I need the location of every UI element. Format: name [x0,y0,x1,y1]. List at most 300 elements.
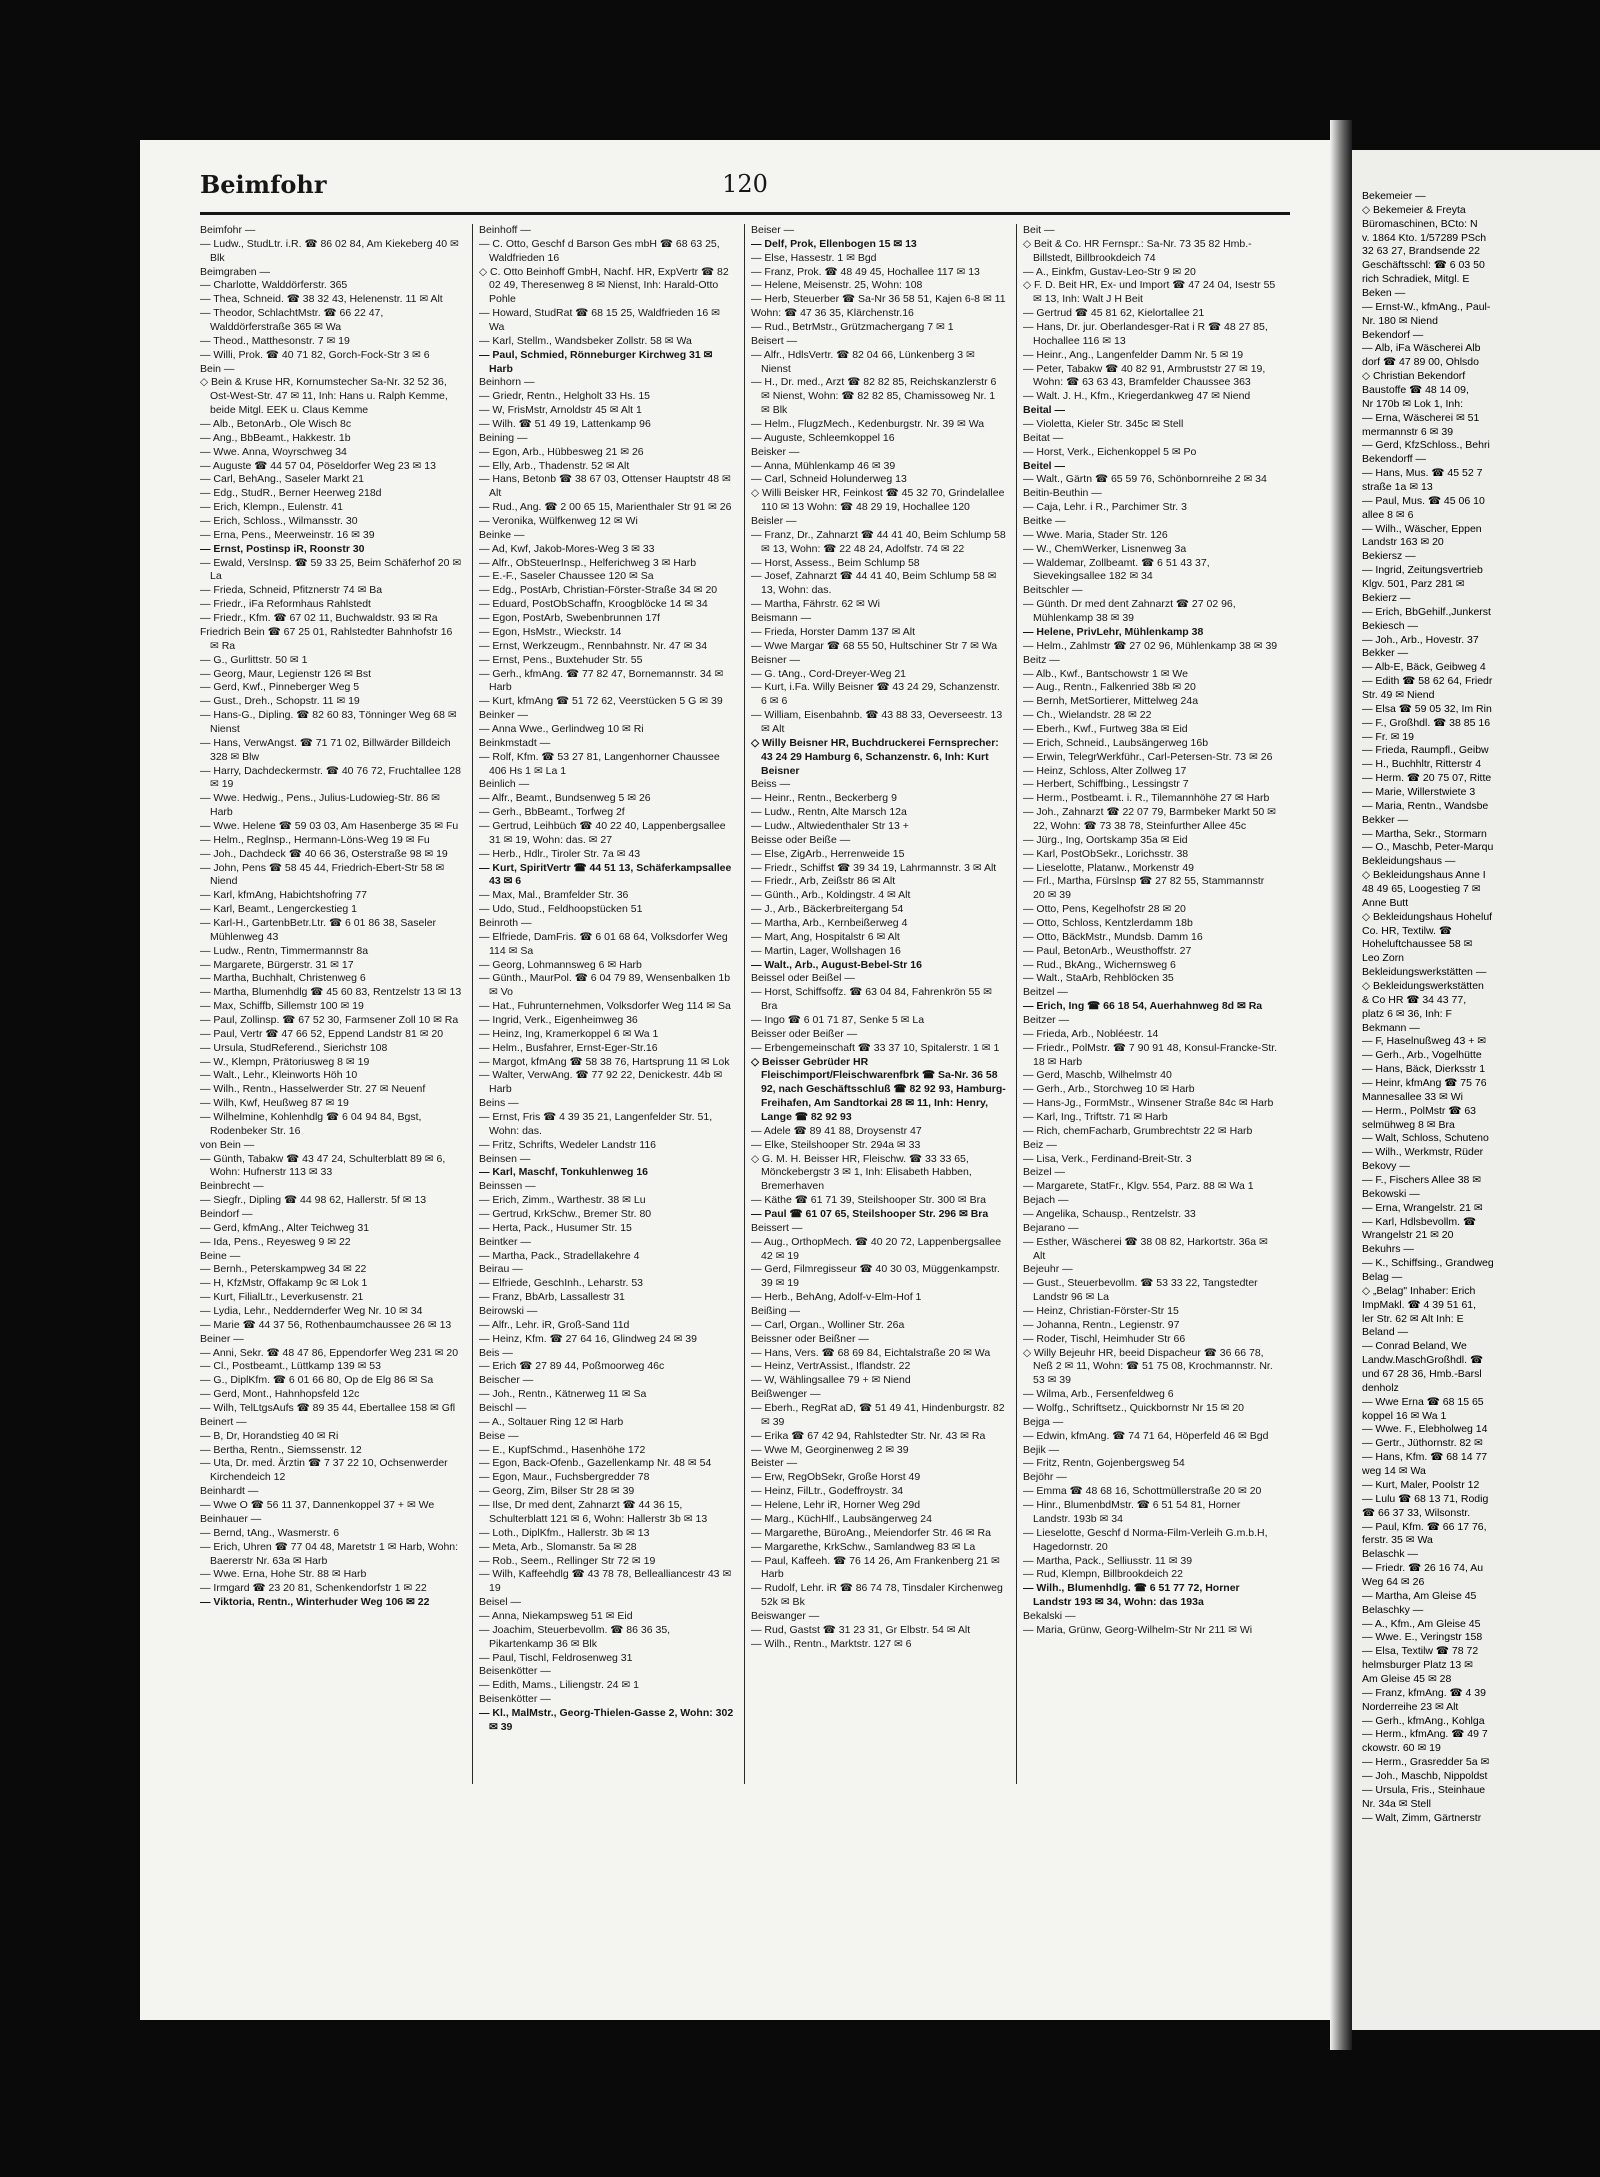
adjacent-page-line: helmsburger Platz 13 ✉ [1362,1659,1473,1672]
adjacent-page-line: — Elsa ☎ 59 05 32, Im Rin [1362,702,1492,715]
adjacent-page-line: — Karl, Hdlsbevollm. ☎ [1362,1215,1477,1228]
directory-entry: — Wilma, Arb., Fersenfeldweg 6 [1023,1388,1174,1401]
directory-entry: — Paul, Tischl, Feldrosenweg 31 [479,1651,633,1664]
directory-entry: — Heinz, Schloss, Alter Zollweg 17 [1023,764,1187,777]
directory-entry: Beise — [479,1429,519,1442]
directory-entry: Beitke — [1023,515,1066,528]
directory-entry: Beismann — [751,612,812,625]
directory-entry: Beisser oder Beißer — [751,1027,858,1040]
adjacent-page-line: — Wilh., Wäscher, Eppen [1362,522,1482,535]
directory-entry: — Martha, Blumenhdlg ☎ 45 60 83, Rentzelstr 13 ✉ 13 [200,986,462,999]
directory-entry: — Heinz, Ing, Kramerkoppel 6 ✉ Wa 1 [479,1027,659,1040]
directory-entry: — Helene, Meisenstr. 25, Wohn: 108 [751,279,923,292]
directory-entry: — Thea, Schneid. ☎ 38 32 43, Helenenstr. 11 ✉ Alt [200,293,443,306]
directory-entry: — Hans-G., Dipling. ☎ 82 60 83, Tönninger Weg 68 ✉ Nienst [200,709,457,735]
directory-entry: ◇ C. Otto Beinhoff GmbH, Nachf. HR, ExpVertr ☎ 82 02 49, Theresenweg 8 ✉ Nienst, Inh: Harald-Otto Pohle [479,265,729,306]
directory-entry: — Jürg., Ing, Oortskamp 35a ✉ Eid [1023,833,1188,846]
adjacent-page-line: ☎ 66 37 33, Wilsonstr. [1362,1506,1471,1519]
directory-entry: — Otto, Schloss, Kentzlerdamm 18b [1023,916,1193,929]
directory-entry: Beisenkötter — [479,1665,551,1678]
running-head: Beimfohr [200,170,327,199]
directory-entry: — Paul, BetonArb., Weusthoffstr. 27 [1023,944,1192,957]
adjacent-page-line: — Conrad Beland, We [1362,1340,1467,1353]
directory-entry: Beinhorn — [479,376,535,389]
directory-entry: — Caja, Lehr. i R., Parchimer Str. 3 [1023,501,1187,514]
directory-entry: — Helene, Lehr iR, Horner Weg 29d [751,1499,921,1512]
adjacent-page-line: Anne Butt [1362,896,1409,909]
directory-entry: Beinert — [200,1415,247,1428]
directory-entry: — Frl., Martha, Fürslnsp ☎ 27 82 55, Stammannstr 20 ✉ 39 [1023,875,1265,902]
directory-entry: Beischer — [479,1374,534,1387]
adjacent-page-line: — Martha, Sekr., Stormarn [1362,827,1487,840]
directory-entry: — Elfriede, GeschInh., Leharstr. 53 [479,1277,644,1290]
directory-entry: — Auguste ☎ 44 57 04, Pöseldorfer Weg 23 ✉ 13 [200,459,436,472]
directory-entry: — Uta, Dr. med. Ärztin ☎ 7 37 22 10, Ochsenwerder Kirchendeich 12 [200,1457,448,1484]
adjacent-page-line: — Hans, Mus. ☎ 45 52 7 [1362,467,1483,480]
directory-entry: Beissert — [751,1221,803,1234]
directory-entry: — Bertha, Rentn., Siemssenstr. 12 [200,1443,362,1456]
directory-entry: — Hinr., BlumenbdMstr. ☎ 6 51 54 81, Horner Landstr. 193b ✉ 34 [1023,1499,1241,1525]
directory-entry: — Friedr., Kfm. ☎ 67 02 11, Buchwaldstr. 93 ✉ Ra [200,612,438,625]
directory-entry: — Adele ☎ 89 41 88, Droysenstr 47 [751,1124,922,1137]
adjacent-page-line: koppel 16 ✉ Wa 1 [1362,1409,1447,1422]
directory-entry: — Viktoria, Rentn., Winterhuder Weg 106 ✉ 22 [200,1596,430,1609]
directory-entry: — Erich, Schneid., Laubsängerweg 16b [1023,736,1209,749]
adjacent-page-line: — Lulu ☎ 68 13 71, Rodig [1362,1492,1489,1505]
directory-entry: — Karl-H., GartenbBetr.Ltr. ☎ 6 01 86 38, Saseler Mühlenweg 43 [200,916,437,943]
adjacent-page-line: Wrangelstr 21 ✉ 20 [1362,1229,1454,1242]
directory-entry: — Meta, Arb., Slomanstr. 5a ✉ 28 [479,1540,637,1553]
directory-entry: — Erw, RegObSekr, Große Horst 49 [751,1471,921,1484]
directory-entry: — Egon, Arb., Hübbesweg 21 ✉ 26 [479,445,644,458]
directory-entry: — Paul, Kaffeeh. ☎ 76 14 26, Am Frankenberg 21 ✉ Harb [751,1554,1000,1581]
adjacent-page-line: Nr. 180 ✉ Niend [1362,314,1438,327]
directory-entry: Beizel — [1023,1166,1066,1179]
directory-entry: — Joh., Zahnarzt ☎ 22 07 79, Barmbeker Markt 50 ✉ 22, Wohn: ☎ 73 38 78, Steinfurther Allee 45c [1023,806,1276,832]
directory-entry: — Franz, Dr., Zahnarzt ☎ 44 41 40, Beim Schlump 58 ✉ 13, Wohn: ☎ 22 48 24, Adolfstr. 74 ✉ 22 [751,528,1006,555]
adjacent-page-line: Bekierz — [1362,591,1411,604]
adjacent-page-line: v. 1864 Kto. 1/57289 PSch [1362,231,1487,244]
directory-entry: — Erich ☎ 27 89 44, Poßmoorweg 46c [479,1360,665,1373]
directory-entry: Beiz — [1023,1138,1057,1151]
directory-entry: — Ursula, StudReferend., Sierichstr 108 [200,1041,388,1054]
directory-entry: Beischl — [479,1402,527,1415]
directory-entry: Beital — [1023,404,1066,417]
directory-entry: Bejga — [1023,1415,1064,1428]
directory-entry: Bein — [200,362,235,375]
directory-entry: ◇ Beisser Gebrüder HR Fleischimport/Fleischwarenfbrk ☎ Sa-Nr. 36 58 92, nach Geschäftsschluß ☎ 82 92 93, Hamburg-Freihafen, Am Sandtorkai 28 ✉ 11, Inh: Henry, Lange ☎ 82 92 93 [751,1055,1006,1123]
directory-entry: — G., Gurlittstr. 50 ✉ 1 [200,653,308,666]
directory-entry: — Wwe. Maria, Stader Str. 126 [1023,528,1168,541]
directory-entry: Beissel oder Beißel — [751,972,855,985]
directory-entry: — Frieda, Schneid, Pfitznerstr 74 ✉ Ba [200,584,383,597]
directory-entry: — Wwe Margar ☎ 68 55 50, Hultschiner Str 7 ✉ Wa [751,639,998,652]
directory-entry: — Wwe. Erna, Hohe Str. 88 ✉ Harb [200,1568,367,1581]
directory-entry: — Walt. J. H., Kfm., Kriegerdankweg 47 ✉ Niend [1023,390,1251,403]
adjacent-page-line: — Alb, iFa Wäscherei Alb [1362,342,1481,355]
directory-entry: Beisse oder Beiße — [751,833,851,846]
adjacent-page-line: Bekleidungshaus — [1362,855,1456,868]
directory-entry: — Herb, Steuerber ☎ Sa-Nr 36 58 51, Kajen 6-8 ✉ 11 [751,293,1006,306]
directory-entry: — Rud., Ang. ☎ 2 00 65 15, Marienthaler Str 91 ✉ 26 [479,501,732,514]
directory-entry: — Paul, Vertr ☎ 47 66 52, Eppend Landstr 81 ✉ 20 [200,1027,444,1040]
directory-entry: — Carl, Organ., Wolliner Str. 26a [751,1318,905,1331]
directory-entry: — Rich, chemFacharb, Grumbrechtstr 22 ✉ Harb [1023,1124,1253,1137]
adjacent-page-line: Belag — [1362,1271,1403,1284]
adjacent-page-line: — Martha, Am Gleise 45 [1362,1589,1477,1602]
directory-entry: — Herb., Hdlr., Tiroler Str. 7a ✉ 43 [479,847,641,860]
directory-entry: — C. Otto, Geschf d Barson Ges mbH ☎ 68 63 25, Waldfrieden 16 [479,237,720,264]
directory-entry: — Ch., Wielandstr. 28 ✉ 22 [1023,709,1152,722]
directory-entry: — Charlotte, Walddörferstr. 365 [200,279,348,292]
directory-entry: — Hans, Dr. jur. Oberlandesger-Rat i R ☎ 48 27 85, Hochallee 116 ✉ 13 [1023,321,1268,347]
adjacent-page-line: — Gertr., Jüthornstr. 82 ✉ [1362,1437,1483,1450]
directory-entry: Beirowski — [479,1305,538,1318]
directory-entry: — Martha, Pack., Selliusstr. 11 ✉ 39 [1023,1554,1193,1567]
directory-entry: Beinhoff — [479,224,531,236]
adjacent-page-line: — O., Maschb, Peter-Marqu [1362,841,1494,854]
directory-entry: — Anna, Niekampsweg 51 ✉ Eid [479,1609,633,1622]
directory-entry: Bejarano — [1023,1221,1079,1234]
header-rule [200,212,1290,215]
directory-entry: Beinkmstadt — [479,736,551,749]
directory-entry: — Lydia, Lehr., Neddernderfer Weg Nr. 10 ✉ 34 [200,1305,423,1318]
adjacent-page-line: Bekowski — [1362,1187,1420,1200]
directory-entry: — Alfr., Beamt., Bundsenweg 5 ✉ 26 [479,792,651,805]
directory-entry: — Else, ZigArb., Herrenweide 15 [751,847,905,860]
directory-entry: — Peter, Tabakw ☎ 40 82 91, Armbruststr 27 ✉ 19, Wohn: ☎ 63 63 43, Bramfelder Chaussee 363 [1023,362,1266,389]
directory-entry: — Otto, BäckMstr., Mundsb. Damm 16 [1023,930,1203,943]
directory-entry: — Edg., StudR., Berner Heerweg 218d [200,487,382,500]
directory-entry: Beinhauer — [200,1512,262,1525]
adjacent-page-line: — Joh., Maschb, Nippoldst [1362,1769,1488,1782]
directory-entry: Beisner — [751,653,801,666]
directory-entry: — Maria, Grünw, Georg-Wilhelm-Str Nr 211 ✉ Wi [1023,1623,1253,1636]
adjacent-page-line: ◇ Bekleidungswerkstätten [1362,979,1484,992]
directory-entry: — Ludw., Altwiedenthaler Str 13 + [751,819,909,832]
directory-entry: — Emma ☎ 48 68 16, Schottmüllerstraße 20 ✉ 20 [1023,1485,1262,1498]
directory-entry: — J., Arb., Bäckerbreitergang 54 [751,903,904,916]
directory-entry: — Helm., Zahlmstr ☎ 27 02 96, Mühlenkamp 38 ✉ 39 [1023,639,1278,652]
directory-entry: — Horst, Schiffsoffz. ☎ 63 04 84, Fahrenkrön 55 ✉ Bra [751,986,992,1013]
directory-entry: Beinlich — [479,778,530,791]
directory-entry: — Waldemar, Zollbeamt. ☎ 6 51 43 37, Sievekingsallee 182 ✉ 34 [1023,556,1210,583]
directory-entry: ◇ Willi Beisker HR, Feinkost ☎ 45 32 70, Grindelallee 110 ✉ 13 Wohn: ☎ 48 29 19, Hochallee 120 [751,487,1005,514]
directory-entry: — Angelika, Schausp., Rentzelstr. 33 [1023,1208,1196,1221]
directory-entry: — Hans, Vers. ☎ 68 69 84, Eichtalstraße 20 ✉ Wa [751,1346,991,1359]
directory-entry: — Erika ☎ 67 42 94, Rahlstedter Str. Nr. 43 ✉ Ra [751,1429,986,1442]
directory-entry: — Ang., BbBeamt., Hakkestr. 1b [200,431,351,444]
directory-page [140,140,1340,2020]
directory-entry: — Marie ☎ 44 37 56, Rothenbaumchaussee 26 ✉ 13 [200,1318,452,1331]
directory-entry: — Wolfg., Schriftsetz., Quickbornstr Nr 15 ✉ 20 [1023,1402,1245,1415]
directory-entry: Beitz — [1023,653,1060,666]
adjacent-page-line: Co. HR, Textilw. ☎ [1362,924,1452,937]
directory-entry: — Wilh, Kaffeehdlg ☎ 43 78 78, Bellealliancestr 43 ✉ 19 [479,1568,732,1595]
directory-entry: Beimgraben — [200,265,271,278]
directory-entry: — Elke, Steilshooper Str. 294a ✉ 33 [751,1138,921,1151]
adjacent-page-line: ◇ Christian Bekendorf [1362,370,1466,383]
directory-entry: Beisler — [751,515,797,528]
adjacent-page-line: ler Str. 62 ✉ Alt Inh: E [1362,1312,1464,1325]
directory-entry: — Martha, Arb., Kernbeißerweg 4 [751,916,908,929]
adjacent-page-line: Bekuhrs — [1362,1243,1414,1256]
directory-entry: — Max, Schiffb, Sillemstr 100 ✉ 19 [200,1000,364,1013]
adjacent-page-line: Bekleidungswerkstätten — [1362,966,1487,979]
directory-entry: Bejik — [1023,1443,1060,1456]
adjacent-page-line: platz 6 ✉ 36, Inh: F [1362,1007,1452,1020]
directory-entry: — Wwe. Helene ☎ 59 03 03, Am Hasenberge 35 ✉ Fu [200,819,459,832]
directory-entry: — Veronika, Wülfkenweg 12 ✉ Wi [479,515,638,528]
adjacent-page-line: — Erna, Wäscherei ✉ 51 [1362,411,1480,424]
adjacent-page-line: 48 49 65, Loogestieg 7 ✉ [1362,882,1481,895]
adjacent-page-line: Landstr 163 ✉ 20 [1362,536,1444,549]
directory-entry: — Egon, PostArb, Swebenbrunnen 17f [479,612,660,625]
directory-entry: — Theod., Matthesonstr. 7 ✉ 19 [200,334,350,347]
adjacent-page-line: allee 8 ✉ 6 [1362,508,1414,521]
adjacent-page-line: Leo Zorn [1362,952,1405,965]
directory-entry: — Karl, Maschf, Tonkuhlenweg 16 [479,1166,649,1179]
directory-entry: — Heinz, Kfm. ☎ 27 64 16, Glindweg 24 ✉ 39 [479,1332,697,1345]
adjacent-page-line: weg 14 ✉ Wa [1362,1465,1426,1478]
directory-entry: — Griedr, Rentn., Helgholt 33 Hs. 15 [479,390,650,403]
directory-entry: — Loth., DiplKfm., Hallerstr. 3b ✉ 13 [479,1526,650,1539]
directory-entry: ◇ Beit & Co. HR Fernspr.: Sa-Nr. 73 35 82 Hmb.-Billstedt, Billbrookdeich 74 [1023,237,1252,264]
adjacent-page-line: denholz [1362,1381,1399,1394]
directory-entry: — Howard, StudRat ☎ 68 15 25, Waldfrieden 16 ✉ Wa [479,307,720,334]
adjacent-page-line: Bekiesch — [1362,619,1419,632]
directory-entry: — Wilh., Rentn., Hasselwerder Str. 27 ✉ Neuenf [200,1083,426,1096]
directory-entry: Beisert — [751,334,798,347]
adjacent-page-line: ◇ Bekleidungshaus Hoheluf [1362,910,1493,923]
directory-entry: — Gertrud, Leihbüch ☎ 40 22 40, Lappenbergsallee 31 ✉ 19, Wohn: das. ✉ 27 [479,819,726,846]
directory-entry: — Lieselotte, Geschf d Norma-Film-Verleih G.m.b.H, Hagedornstr. 20 [1023,1526,1268,1553]
directory-entry: Beisenkötter — [479,1693,551,1706]
adjacent-page-line: — Gerd, KfzSchloss., Behri [1362,439,1490,452]
adjacent-page-line: — Joh., Arb., Hovestr. 37 [1362,633,1479,646]
adjacent-page-line: — Gerh., kfmAng., Kohlga [1362,1714,1485,1727]
directory-entry: Beinker — [479,709,529,722]
directory-entry: — Harry, Dachdeckermstr. ☎ 40 76 72, Fruchtallee 128 ✉ 19 [200,764,461,791]
directory-entry: Beinhardt — [200,1485,259,1498]
directory-entry: — Heinz, VertrAssist., Iflandstr. 22 [751,1360,911,1373]
directory-entry: — Paul, Zollinsp. ☎ 67 52 30, Farmsener Zoll 10 ✉ Ra [200,1013,459,1026]
directory-entry: — Helm., FlugzMech., Kedenburgstr. Nr. 39 ✉ Wa [751,418,985,431]
adjacent-page-line: — H., Buchhltr, Ritterstr 4 [1362,758,1482,771]
directory-entry: — W, FrisMstr, Arnoldstr 45 ✉ Alt 1 [479,404,642,417]
adjacent-page-line: — Ingrid, Zeitungsvertrieb [1362,564,1483,577]
directory-entry: — Margarethe, BüroAng., Meiendorfer Str. 46 ✉ Ra [751,1526,991,1539]
directory-entry: — Joachim, Steuerbevollm. ☎ 86 36 35, Pikartenkamp 36 ✉ Blk [479,1623,671,1650]
adjacent-page-line: Str. 49 ✉ Niend [1362,688,1435,701]
directory-entry: — E.-F., Saseler Chaussee 120 ✉ Sa [479,570,654,583]
directory-entry: — Rud., BkAng., Wichernsweg 6 [1023,958,1176,971]
directory-entry: — Ernst, Pens., Buxtehuder Str. 55 [479,653,643,666]
directory-entry: — Walter, VerwAng. ☎ 77 92 22, Denickestr. 44b ✉ Harb [479,1069,723,1096]
directory-entry: — Gerh., BbBeamt., Torfweg 2f [479,806,625,819]
directory-entry: — Hans, VerwAngst. ☎ 71 71 02, Billwärder Billdeich 328 ✉ Blw [200,736,451,763]
adjacent-page-line: Nr. 34a ✉ Stell [1362,1797,1431,1810]
adjacent-page-line: Landw.MaschGroßhdl. ☎ [1362,1354,1484,1367]
directory-entry: — Käthe ☎ 61 71 39, Steilshooper Str. 300 ✉ Bra [751,1194,986,1207]
adjacent-page-line: Bekker — [1362,647,1409,660]
directory-entry: — Gust., Dreh., Schopstr. 11 ✉ 19 [200,695,360,708]
directory-entry: — Erna, Pens., Meerweinstr. 16 ✉ 39 [200,528,375,541]
directory-entry: — Rudolf, Lehr. iR ☎ 86 74 78, Tinsdaler Kirchenweg 52k ✉ Bk [751,1582,1003,1609]
directory-entry: — Joh., Dachdeck ☎ 40 66 36, Osterstraße 98 ✉ 19 [200,847,448,860]
adjacent-page-line: rich Schradiek, Mitgl. E [1362,273,1470,286]
directory-entry: — Anni, Sekr. ☎ 48 47 86, Eppendorfer Weg 231 ✉ 20 [200,1346,459,1359]
directory-entry: — Walt., Lehr., Kleinworts Höh 10 [200,1069,358,1082]
adjacent-page-line: — Herm., Grasredder 5a ✉ [1362,1756,1490,1769]
directory-entry: — Ad, Kwf, Jakob-Mores-Weg 3 ✉ 33 [479,542,655,555]
directory-entry: — Georg, Lohmannsweg 6 ✉ Harb [479,958,642,971]
adjacent-page-line: Norderreihe 23 ✉ Alt [1362,1700,1459,1713]
directory-entry: — Wilh, Kwf, Heußweg 87 ✉ 19 [200,1097,349,1110]
directory-entry: — Ilse, Dr med dent, Zahnarzt ☎ 44 36 15, Schulterblatt 121 ✉ 6, Wohn: Hallerstr 3b ✉ 13 [479,1499,708,1525]
directory-entry: Beitzer — [1023,1013,1070,1026]
directory-entry: — Georg, Maur, Legienstr 126 ✉ Bst [200,667,372,680]
adjacent-page-line: Bekiersz — [1362,550,1416,563]
adjacent-page-line: Geschäftsschl: ☎ 6 03 50 [1362,259,1485,272]
adjacent-page-line: — Kurt, Maler, Poolstr 12 [1362,1478,1480,1491]
directory-entry: — Joh., Rentn., Kätnerweg 11 ✉ Sa [479,1388,647,1401]
directory-entry: — Gerh., kfmAng. ☎ 77 82 47, Bornemannstr. 34 ✉ Harb [479,667,724,694]
adjacent-page-line: — Friedr. ☎ 26 16 74, Au [1362,1562,1484,1575]
directory-entry: — Friedr., iFa Reformhaus Rahlstedt [200,598,371,611]
adjacent-page-line: Hoheluftchaussee 58 ✉ [1362,938,1473,951]
adjacent-page-line: ◇ Bekleidungshaus Anne I [1362,869,1486,882]
directory-entry: — Bernd, tAng., Wasmerstr. 6 [200,1526,340,1539]
directory-entry: ◇ F. D. Beit HR, Ex- und Import ☎ 47 24 04, Isestr 55 ✉ 13, Inh: Walt J H Beit [1023,279,1276,306]
page-header [200,170,1290,210]
directory-entry: ◇ G. M. H. Beisser HR, Fleischw. ☎ 33 33 65, Mönckebergstr 3 ✉ 1, Inh: Elisabeth Habben, Bremerhaven [751,1152,972,1193]
directory-entry: — Wilh, TelLtgsAufs ☎ 89 35 44, Ebertallee 158 ✉ Gfl [200,1402,456,1415]
directory-entry: — H., Dr. med., Arzt ☎ 82 82 85, Reichskanzlerstr 6 ✉ Nienst, Wohn: ☎ 82 82 85, Chamissoweg Nr. 1 ✉ Blk [751,376,997,417]
adjacent-page-line: 32 63 27, Brandsende 22 [1362,245,1480,258]
directory-entry: — Wilh. ☎ 51 49 19, Lattenkamp 96 [479,418,651,431]
directory-entry: — Kurt, SpiritVertr ☎ 44 51 13, Schäferkampsallee 43 ✉ 6 [479,861,732,888]
adjacent-page [1352,150,1600,2030]
directory-entry: — Anna Wwe., Gerlindweg 10 ✉ Ri [479,722,644,735]
directory-entry: — Alfr., Lehr. iR, Groß-Sand 11d [479,1318,630,1331]
adjacent-page-line: — Wwe. E., Veringstr 158 [1362,1631,1483,1644]
directory-entry: — Erich, Zimm., Warthestr. 38 ✉ Lu [479,1194,646,1207]
directory-entry: Beit — [1023,224,1055,236]
directory-entry: — Rolf, Kfm. ☎ 53 27 81, Langenhorner Chaussee 406 Hs 1 ✉ La 1 [479,750,720,777]
adjacent-page-line: — Erna, Wrangelstr. 21 ✉ [1362,1201,1483,1214]
directory-entry: Beine — [200,1249,241,1262]
directory-entry: — Rud., BetrMstr., Grützmachergang 7 ✉ 1 [751,321,954,334]
directory-entry: — Walt., Arb., August-Bebel-Str 16 [751,958,922,971]
directory-entry: — Gertrud, KrkSchw., Bremer Str. 80 [479,1208,652,1221]
directory-entry: — Karl, kfmAng, Habichtshofring 77 [200,889,367,902]
adjacent-page-line: Bekmann — [1362,1021,1420,1034]
directory-entry: — Helene, PrivLehr, Mühlenkamp 38 [1023,625,1204,638]
directory-entry: Beiner — [200,1332,244,1345]
directory-entry: — Otto, Pens, Kegelhofstr 28 ✉ 20 [1023,903,1186,916]
adjacent-page-line: — A., Kfm., Am Gleise 45 [1362,1617,1481,1630]
adjacent-page-line: — Wwe Erna ☎ 68 15 65 [1362,1395,1484,1408]
adjacent-page-line: selmühweg 8 ✉ Bra [1362,1118,1455,1131]
directory-entry: — Gerd, kfmAng., Alter Teichweg 31 [200,1221,370,1234]
directory-entry: — Günth., MaurPol. ☎ 6 04 79 89, Wensenbalken 1b ✉ Vo [479,972,731,999]
adjacent-page-line: — F., Großhdl. ☎ 38 85 16 [1362,716,1491,729]
directory-entry: — Wilh., Blumenhdlg. ☎ 6 51 77 72, Horner Landstr 193 ✉ 34, Wohn: das 193a [1023,1582,1240,1609]
directory-entry: Beirau — [479,1263,523,1276]
adjacent-page-line: — Heinr, kfmAng ☎ 75 76 [1362,1077,1487,1089]
directory-entry: — W., ChemWerker, Lisnenweg 3a [1023,542,1187,555]
directory-entry: — Egon, Maur., Fuchsbergredder 78 [479,1471,650,1484]
directory-entry: — Kurt, kfmAng ☎ 51 72 62, Veerstücken 5 G ✉ 39 [479,695,723,708]
directory-entry: — Siegfr., Dipling ☎ 44 98 62, Hallerstr. 5f ✉ 13 [200,1194,427,1207]
adjacent-page-line: — Wilh., Werkmstr, Rüder [1362,1146,1484,1159]
directory-entry: — Rob., Seem., Rellinger Str 72 ✉ 19 [479,1554,656,1567]
adjacent-page-line: mermannstr 6 ✉ 39 [1362,425,1454,438]
directory-entry: Beis — [479,1346,513,1359]
adjacent-page-line: Bekendorff — [1362,453,1427,466]
directory-entry: Beinssen — [479,1180,536,1193]
adjacent-page-line: Bekendorf — [1362,328,1424,341]
directory-entry: — Günth, Tabakw ☎ 43 47 24, Schulterblatt 89 ✉ 6, Wohn: Hufnerstr 113 ✉ 33 [200,1152,446,1179]
directory-entry: — Martha, Pack., Stradellakehre 4 [479,1249,640,1262]
adjacent-page-line: — Paul, Mus. ☎ 45 06 10 [1362,494,1485,507]
directory-entry: — Ida, Pens., Reyesweg 9 ✉ 22 [200,1235,351,1248]
directory-entry: — Violetta, Kieler Str. 345c ✉ Stell [1023,418,1184,431]
directory-entry: — Kl., MalMstr., Georg-Thielen-Gasse 2, Wohn: 302 ✉ 39 [479,1706,734,1733]
directory-entry: — Karl, Ing., Triftstr. 71 ✉ Harb [1023,1111,1168,1123]
directory-entry: — Ludw., StudLtr. i.R. ☎ 86 02 84, Am Kiekeberg 40 ✉ Blk [200,237,459,264]
directory-entry: — Johanna, Rentn., Legienstr. 97 [1023,1318,1180,1331]
adjacent-page-line: — Alb-E, Bäck, Geibweg 4 [1362,661,1486,674]
directory-entry: — Cl., Postbeamt., Lüttkamp 139 ✉ 53 [200,1360,381,1373]
directory-entry: — Gertrud ☎ 45 81 62, Kielortallee 21 [1023,307,1205,320]
adjacent-page-line: Klgv. 501, Parz 281 ✉ [1362,578,1465,591]
directory-entry: — A., Soltauer Ring 12 ✉ Harb [479,1415,624,1428]
directory-entry: — Heinr., Ang., Langenfelder Damm Nr. 5 ✉ 19 [1023,348,1244,361]
directory-entry: — Elly, Arb., Thadenstr. 52 ✉ Alt [479,459,630,472]
directory-entry: von Bein — [200,1138,255,1151]
directory-entry: — Alb., Kwf., Bantschowstr 1 ✉ We [1023,667,1188,680]
adjacent-page-line: Büromaschinen, BCto: N [1362,217,1478,230]
column-1 [200,224,472,1784]
directory-entry: Beitschler — [1023,584,1083,597]
directory-entry: Bejach — [1023,1194,1069,1207]
directory-entry: — Ludw., Rentn, Timmermannstr 8a [200,944,369,957]
adjacent-page-line: — Elsa, Textilw ☎ 78 72 [1362,1645,1479,1658]
directory-entry: — Kurt, i.Fa. Willy Beisner ☎ 43 24 29, Schanzenstr. 6 ✉ 6 [751,681,1000,708]
directory-entry: Beisel — [479,1596,522,1609]
directory-entry: — Egon, Back-Ofenb., Gazellenkamp Nr. 48 ✉ 54 [479,1457,712,1470]
directory-entry: — A., Einkfm, Gustav-Leo-Str 9 ✉ 20 [1023,265,1196,278]
directory-entry: — Egon, HsMstr., Wieckstr. 14 [479,625,622,638]
directory-entry: — Edg., PostArb, Christian-Förster-Straße 34 ✉ 20 [479,584,718,597]
directory-entry: — W., Klempn, Prätoriusweg 8 ✉ 19 [200,1055,370,1068]
directory-entry: — Gerh., Arb., Storchweg 10 ✉ Harb [1023,1083,1195,1096]
directory-entry: — Georg, Zim, Bilser Str 28 ✉ 39 [479,1485,635,1498]
directory-entry: — Carl, Schneid Holunderweg 13 [751,473,907,486]
directory-entry: — Carl, BehAng., Saseler Markt 21 [200,473,364,486]
adjacent-page-line: ◇ Bekemeier & Freyta [1362,203,1466,216]
directory-entry: — Eduard, PostObSchaffn, Kroogblöcke 14 ✉ 34 [479,598,708,611]
directory-entry: — Aug., OrthopMech. ☎ 40 20 72, Lappenbergsallee 42 ✉ 19 [751,1235,1002,1262]
directory-entry: — Wilh., Rentn., Marktstr. 127 ✉ 6 [751,1637,912,1650]
directory-entry: — Edwin, kfmAng. ☎ 74 71 64, Höperfeld 46 ✉ Bgd [1023,1429,1269,1442]
directory-entry: — Edith, Mams., Liliengstr. 24 ✉ 1 [479,1679,639,1692]
directory-entry: — Friedr., Arb, Zeißstr 86 ✉ Alt [751,875,896,888]
adjacent-page-line: — Walt, Schloss, Schuteno [1362,1132,1489,1145]
directory-entry: — Alb., BetonArb., Ole Wisch 8c [200,418,352,431]
